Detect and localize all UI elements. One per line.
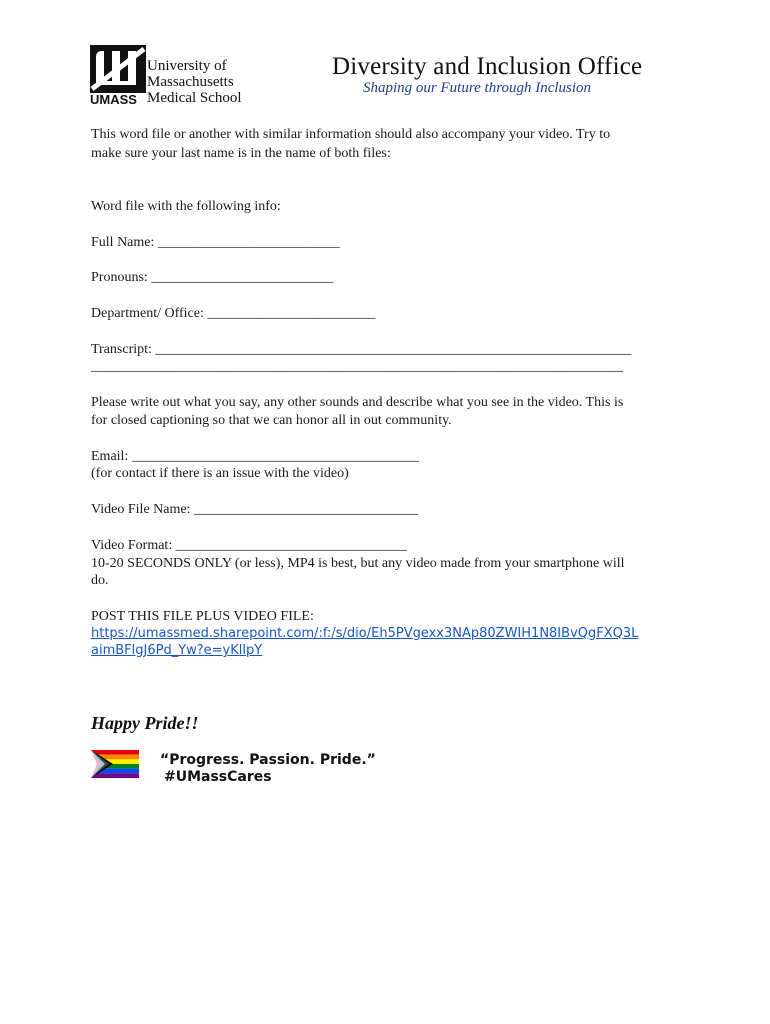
happy-pride-heading: Happy Pride!! bbox=[91, 713, 199, 733]
format-note-line-1: 10-20 SECONDS ONLY (or less), MP4 is best, but any video made from your smartphone will bbox=[91, 556, 625, 571]
office-subtitle: Shaping our Future through Inclusion bbox=[363, 80, 592, 96]
transcript-note-line-2: for closed captioning so that we can honor all in out community. bbox=[91, 413, 452, 428]
form-heading: Word file with the following info: bbox=[91, 199, 281, 214]
progress-pride-flag-icon bbox=[91, 750, 139, 778]
logo-umass-wordmark: UMASS bbox=[90, 92, 137, 107]
transcript-field: Transcript: ____________________________________________________________________ bbox=[91, 342, 632, 357]
sharepoint-link-line-2[interactable]: aimBFlgJ6Pd_Yw?e=yKllpY bbox=[91, 643, 263, 658]
intro-line-1: This word file or another with similar information should also accompany your video. Try to bbox=[91, 127, 611, 142]
logo-line-2: Massachusetts bbox=[147, 74, 234, 90]
intro-line-2: make sure your last name is in the name of both files: bbox=[91, 146, 391, 161]
sharepoint-link[interactable]: https://umassmed.sharepoint.com/:f:/s/dio/Eh5PVgexx3NAp80ZWIH1N8IBvQgFXQ3L bbox=[91, 626, 639, 641]
logo-line-1: University of bbox=[147, 58, 227, 74]
email-field: Email: _________________________________________ bbox=[91, 449, 419, 464]
university-logo bbox=[90, 45, 250, 107]
video-format-field: Video Format: _________________________________ bbox=[91, 538, 407, 553]
pronouns-field: Pronouns: __________________________ bbox=[91, 270, 334, 285]
umass-logo-mark-icon bbox=[90, 45, 146, 93]
full-name-field: Full Name: __________________________ bbox=[91, 235, 340, 250]
department-field: Department/ Office: ________________________ bbox=[91, 306, 376, 321]
format-note-line-2: do. bbox=[91, 573, 109, 588]
transcript-field-line-2: ____________________________________________________________________________ bbox=[91, 359, 623, 374]
pride-quote: “Progress. Passion. Pride.” bbox=[160, 752, 376, 768]
video-file-name-field: Video File Name: ________________________________ bbox=[91, 502, 418, 517]
umasscares-hashtag: #UMassCares bbox=[164, 769, 272, 785]
post-label: POST THIS FILE PLUS VIDEO FILE: bbox=[91, 609, 314, 624]
logo-line-3: Medical School bbox=[147, 90, 242, 106]
email-note: (for contact if there is an issue with the video) bbox=[91, 466, 349, 481]
transcript-note-line-1: Please write out what you say, any other sounds and describe what you see in the video. This is bbox=[91, 395, 624, 410]
office-title: Diversity and Inclusion Office bbox=[332, 53, 643, 80]
